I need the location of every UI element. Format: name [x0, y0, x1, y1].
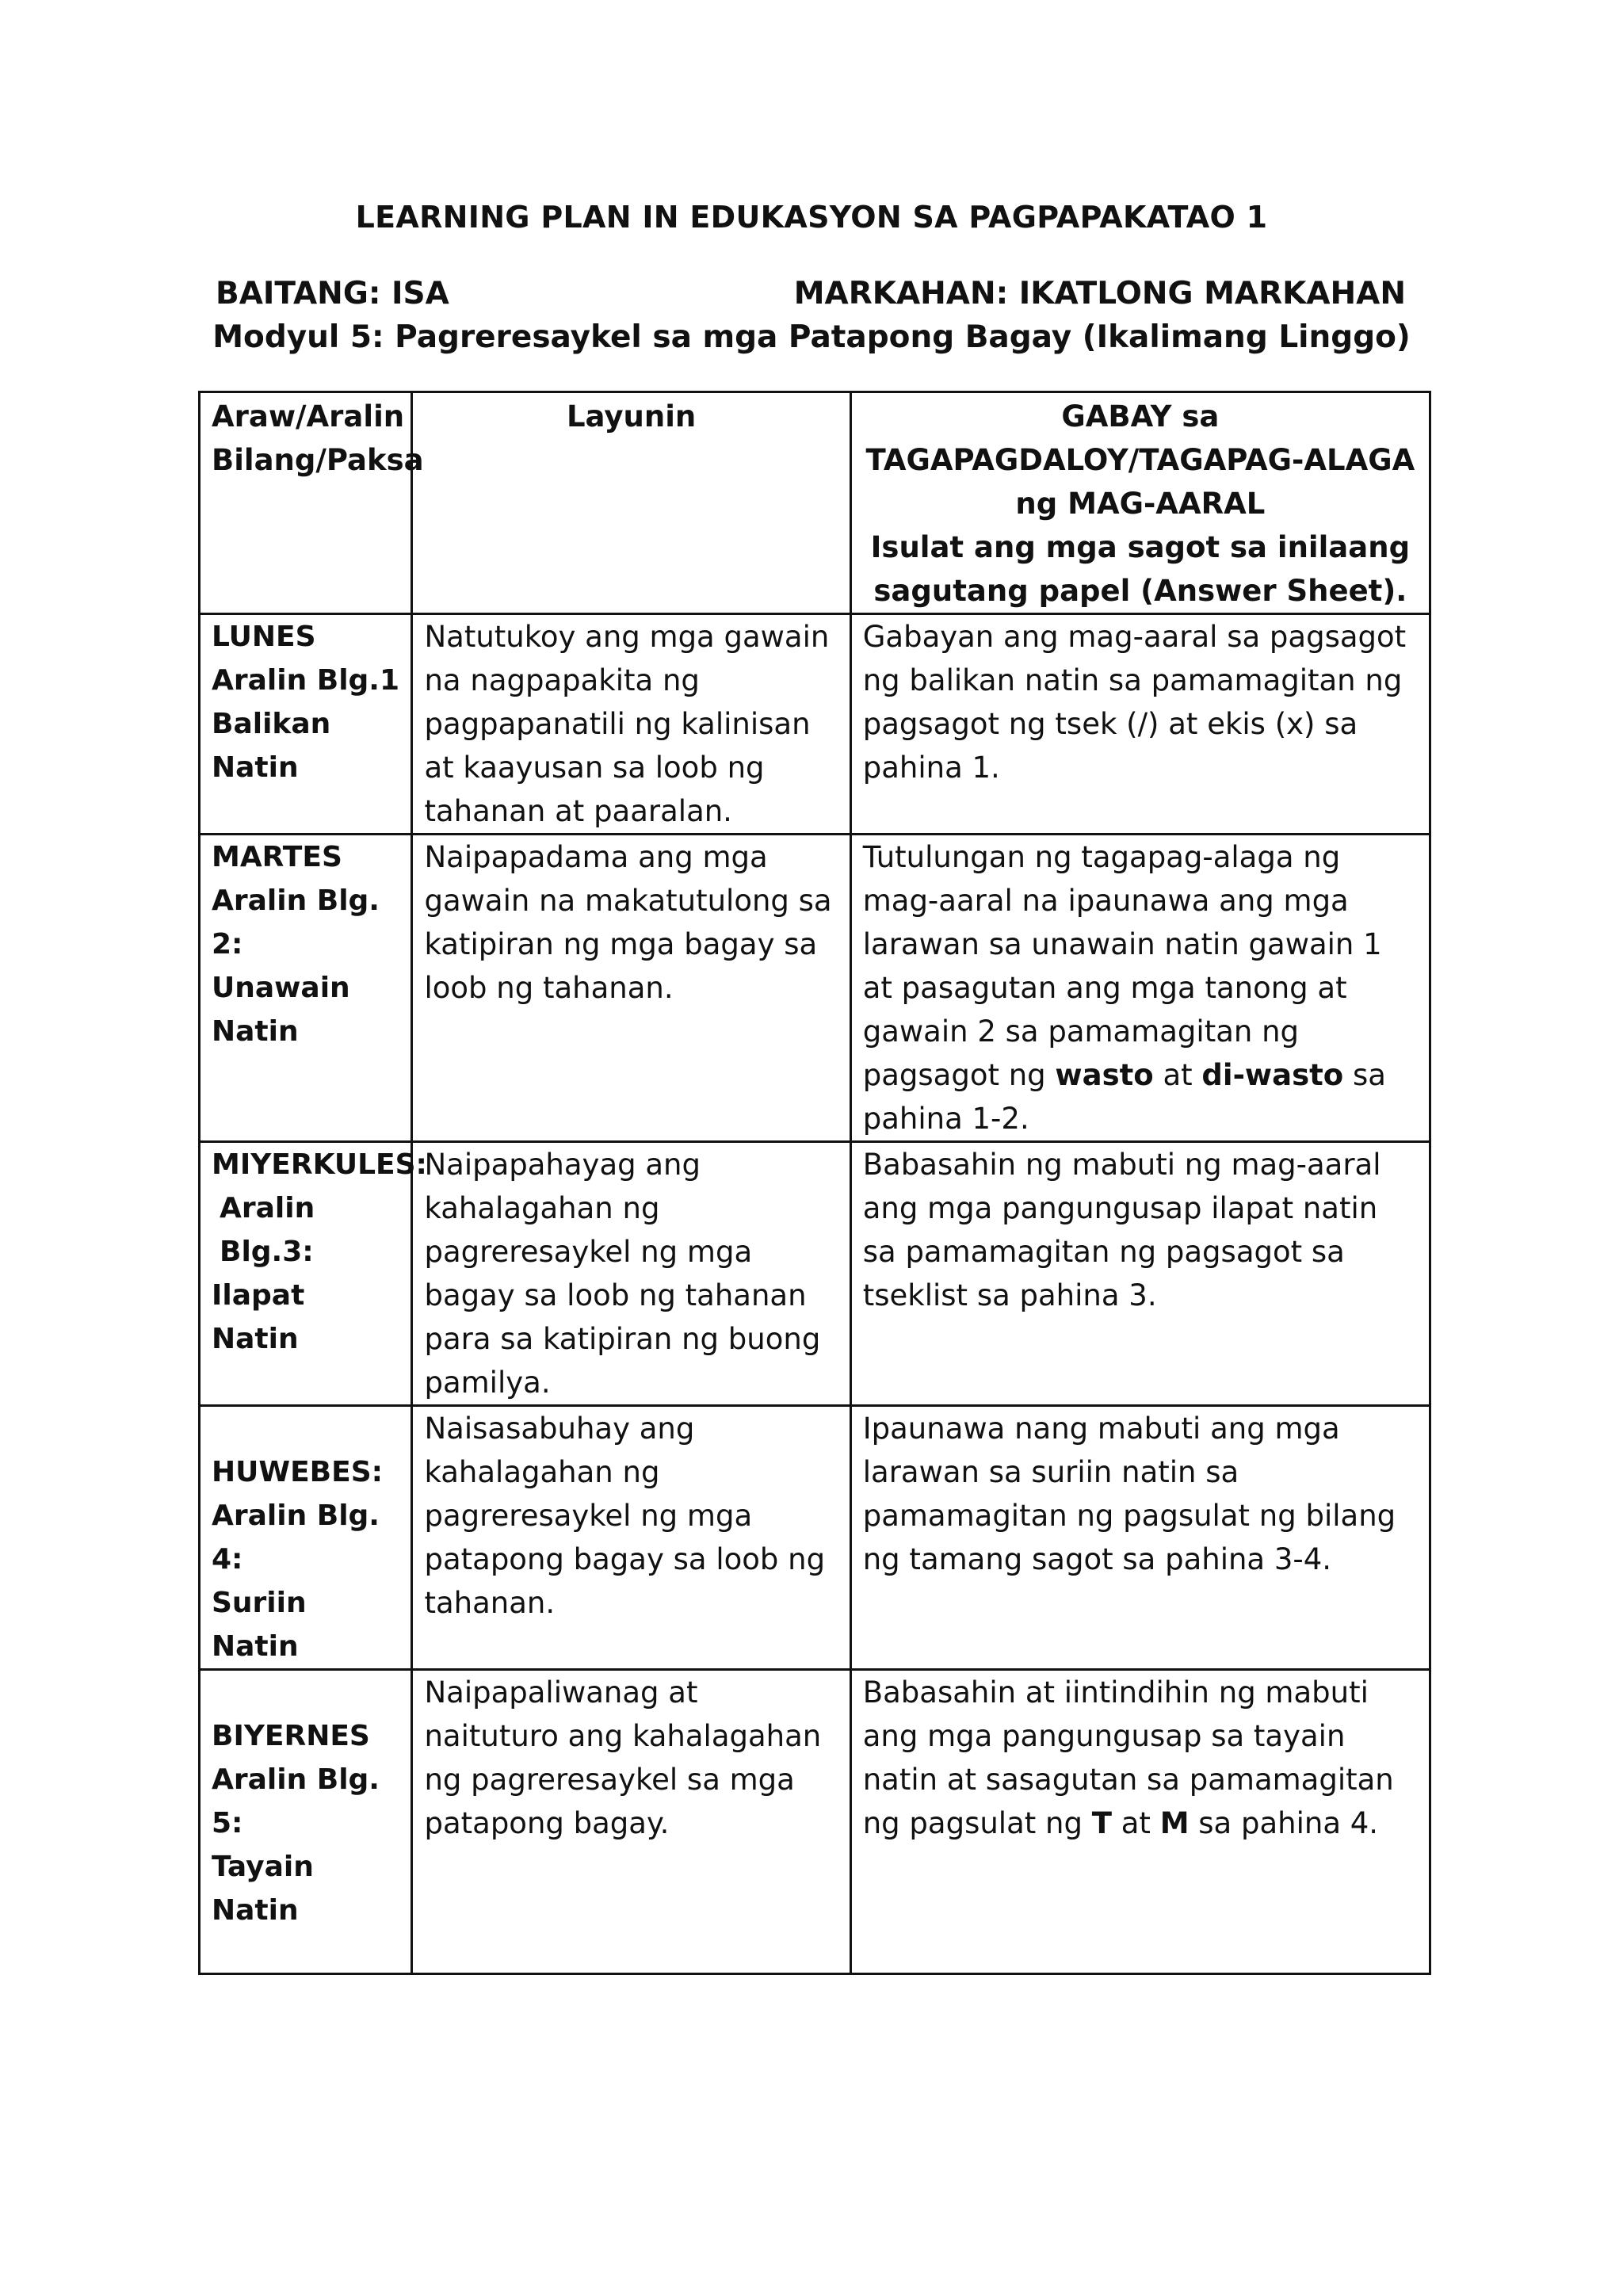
topic-label: Unawain Natin: [212, 972, 350, 1048]
guide-text: at: [1111, 1806, 1160, 1840]
guide-text: Babasahin at iintindihin ng mabuti ang mga pangungusap sa tayain natin at sasagutan sa pamamagitan ng pagsulat ng: [862, 1675, 1394, 1840]
day-cell: [200, 614, 412, 835]
topic-label: Ilapat Natin: [212, 1279, 305, 1355]
topic-label: Balikan Natin: [212, 708, 331, 784]
guide-text: sa pahina 1-2.: [862, 1058, 1386, 1136]
table-row: [200, 835, 1430, 1142]
guide-cell: [850, 1670, 1430, 1974]
day-label: LUNES: [212, 621, 316, 653]
lesson-label: Aralin Blg. 2:: [212, 884, 380, 961]
lesson-label: Aralin Blg.3:: [220, 1192, 315, 1268]
lesson-label: Aralin Blg.1: [212, 664, 400, 697]
day-cell: [200, 1406, 412, 1670]
day-cell: [200, 1670, 412, 1974]
guide-bold-text: wasto: [1055, 1058, 1154, 1092]
goal-cell: Natutukoy ang mga gawain na nagpapakita ng pagpapanatili ng kalinisan at kaayusan sa loob ng tahanan at paaralan.: [412, 614, 850, 835]
guide-bold-text: M: [1159, 1806, 1190, 1840]
guide-cell: [850, 835, 1430, 1142]
guide-bold-text: T: [1091, 1806, 1112, 1840]
guide-cell: Babasahin ng mabuti ng mag-aaral ang mga pangungusap ilapat natin sa pamamagitan ng pagsagot sa tseklist sa pahina 3.: [850, 1142, 1430, 1406]
table-header-row: [200, 392, 1430, 614]
lesson-label: Aralin Blg. 5:: [212, 1763, 380, 1839]
header-guide: [850, 392, 1430, 614]
document-title: LEARNING PLAN IN EDUKASYON SA PAGPAPAKATAO 1: [355, 200, 1268, 235]
module-title: Modyul 5: Pagreresaykel sa mga Patapong Bagay (Ikalimang Linggo): [212, 319, 1411, 355]
grade-label: BAITANG: ISA: [216, 276, 449, 311]
header-day: Araw/Aralin Bilang/Paksa: [200, 392, 412, 614]
topic-label: Tayain Natin: [212, 1851, 314, 1927]
header-guide-title: GABAY sa TAGAPAGDALOY/TAGAPAG-ALAGA ng MAG-AARAL: [865, 399, 1415, 521]
day-label: BIYERNES: [212, 1720, 370, 1752]
guide-cell: Gabayan ang mag-aaral sa pagsagot ng balikan natin sa pamamagitan ng pagsagot ng tsek (/) at ekis (x) sa pahina 1.: [850, 614, 1430, 835]
goal-cell: Naipapahayag ang kahalagahan ng pagreresaykel ng mga bagay sa loob ng tahanan para sa katipiran ng buong pamilya.: [412, 1142, 850, 1406]
guide-text: sa pahina 4.: [1189, 1806, 1379, 1840]
goal-cell: Naisasabuhay ang kahalagahan ng pagreresaykel ng mga patapong bagay sa loob ng tahanan.: [412, 1406, 850, 1670]
day-label: MIYERKULES:: [212, 1148, 427, 1181]
guide-text: at: [1153, 1058, 1202, 1092]
goal-cell: Naipapaliwanag at naituturo ang kahalagahan ng pagreresaykel sa mga patapong bagay.: [412, 1670, 850, 1974]
guide-bold-text: di-wasto: [1201, 1058, 1344, 1092]
day-label: HUWEBES:: [212, 1456, 384, 1488]
table-row: [200, 1406, 1430, 1670]
topic-label: Suriin Natin: [212, 1587, 307, 1663]
quarter-label: MARKAHAN: IKATLONG MARKAHAN: [793, 276, 1406, 311]
day-label: MARTES: [212, 841, 342, 873]
guide-text: Tutulungan ng tagapag-alaga ng mag-aaral na ipaunawa ang mga larawan sa unawain natin gawain 1 at pasagutan ang mga tanong at gawain 2 sa pamamagitan ng pagsagot ng: [862, 840, 1382, 1092]
table-row: [200, 1670, 1430, 1974]
goal-cell: Naipapadama ang mga gawain na makatutulong sa katipiran ng mga bagay sa loob ng tahanan.: [412, 835, 850, 1142]
lesson-label: Aralin Blg. 4:: [212, 1499, 380, 1576]
day-cell: [200, 1142, 427, 1406]
header-guide-instruction: Isulat ang mga sagot sa inilaang sagutang papel (Answer Sheet).: [870, 530, 1411, 608]
header-goal: Layunin: [412, 392, 850, 614]
guide-cell: Ipaunawa nang mabuti ang mga larawan sa suriin natin sa pamamagitan ng pagsulat ng bilang ng tamang sagot sa pahina 3-4.: [850, 1406, 1430, 1670]
learning-plan-table: [198, 391, 1431, 1975]
day-cell: [200, 835, 412, 1142]
table-row: [200, 1142, 1430, 1406]
table-row: [200, 614, 1430, 835]
